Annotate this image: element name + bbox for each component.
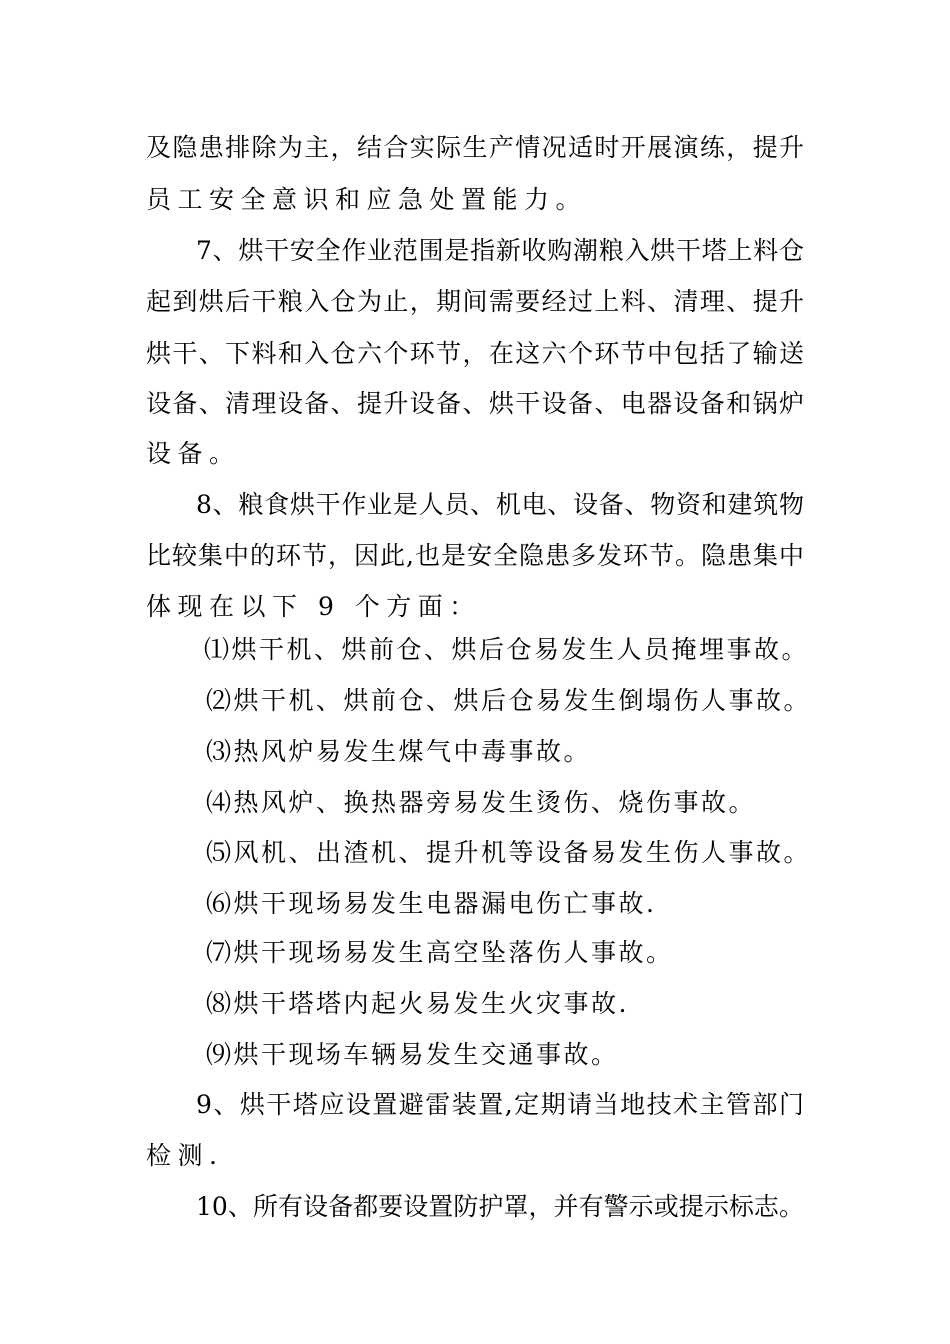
paragraph-cont-line-2: 员工安全意识和应急处置能力。	[146, 185, 588, 214]
hazard-item-1: ⑴烘干机、烘前仓、烘后仓易发生人员掩埋事故。	[204, 635, 810, 664]
paragraph-7-line-2: 起到烘后干粮入仓为止，期间需要经过上料、清理、提升	[146, 287, 804, 316]
hazard-item-6: ⑹烘干现场易发生电器漏电伤亡事故.	[206, 889, 657, 918]
paragraph-7-line-4: 设备、清理设备、提升设备、烘干设备、电器设备和锅炉	[146, 389, 804, 418]
hazard-item-4: ⑷热风炉、换热器旁易发生烫伤、烧伤事故。	[206, 788, 757, 817]
paragraph-8-line-3: 体现在以下 9 个方面：	[146, 592, 481, 621]
paragraph-8-line-2: 比较集中的环节，因此,也是安全隐患多发环节。隐患集中	[146, 541, 804, 570]
hazard-item-7: ⑺烘干现场易发生高空坠落伤人事故。	[206, 938, 674, 967]
paragraph-8-line-1: 8、粮食烘干作业是人员、机电、设备、物资和建筑物	[196, 490, 804, 519]
paragraph-7-line-1: 7、烘干安全作业范围是指新收购潮粮入烘干塔上料仓	[196, 236, 804, 265]
hazard-item-9: ⑼烘干现场车辆易发生交通事故。	[206, 1040, 619, 1069]
paragraph-7-line-3: 烘干、下料和入仓六个环节，在这六个环节中包括了输送	[146, 339, 804, 368]
hazard-item-5: ⑸风机、出渣机、提升机等设备易发生伤人事故。	[206, 838, 812, 867]
paragraph-cont-line-1: 及隐患排除为主，结合实际生产情况适时开展演练，提升	[146, 133, 804, 162]
paragraph-9-line-1: 9、烘干塔应设置避雷装置,定期请当地技术主管部门	[196, 1090, 804, 1119]
paragraph-7-line-5: 设备。	[146, 439, 241, 468]
hazard-item-2: ⑵烘干机、烘前仓、烘后仓易发生倒塌伤人事故。	[206, 686, 812, 715]
hazard-item-8: ⑻烘干塔塔内起火易发生火灾事故.	[206, 989, 629, 1018]
hazard-item-3: ⑶热风炉易发生煤气中毒事故。	[206, 737, 592, 766]
paragraph-9-line-2: 检测.	[146, 1141, 224, 1170]
paragraph-10-line-1: 10、所有设备都要设置防护罩，并有警示或提示标志。	[196, 1192, 804, 1221]
